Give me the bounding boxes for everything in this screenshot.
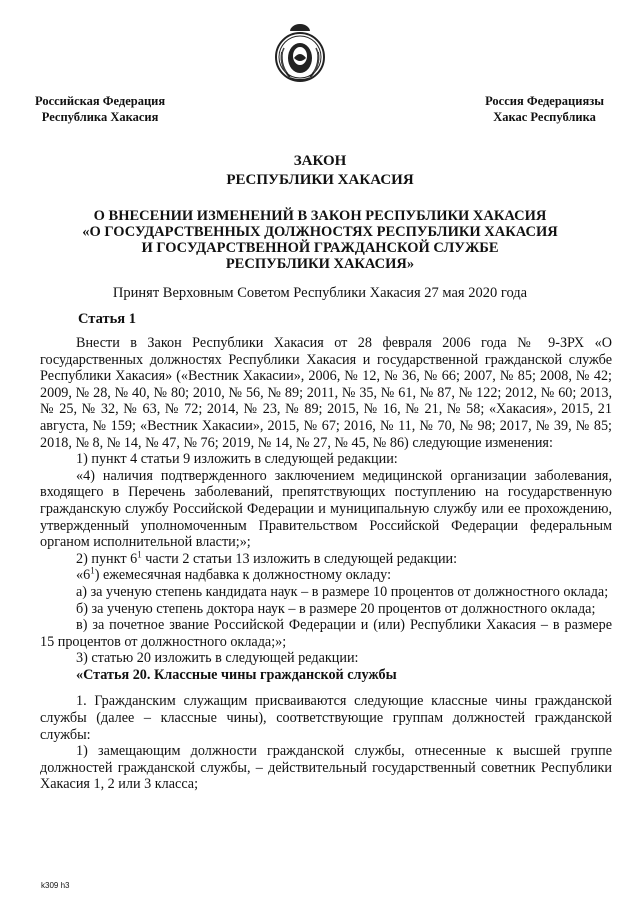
law-subtitle-line2: «О ГОСУДАРСТВЕННЫХ ДОЛЖНОСТЯХ РЕСПУБЛИКИ ХАКАСИЯ [82,224,558,240]
item-2-sup: 1 [137,548,142,559]
article-20-point-1: 1. Гражданским служащим присваиваются следующие классные чины гражданской службы (далее – классные чины), соответствующие группам должностей гражданской службы: [40,693,612,743]
document-body [40,335,612,793]
item-1-text: «4) наличия подтвержденного заключением медицинской организации заболевания, входящего в Перечень заболеваний, препятствующих поступлению на государственную гражданскую службу Российской Федерации и муниципальную службу или ее прохождению, утвержденный уполномоченным Правительством Российской Федерации федеральным органом исполнительной власти;»; [40,467,612,551]
law-subtitle [0,208,640,272]
article-1-heading: Статья 1 [78,311,136,327]
item-2-c: в) за почетное звание Российской Федерации и (или) Республики Хакасия – в размере 15 процентов от должностного оклада;»; [40,617,612,650]
adoption-note: Принят Верховным Советом Республики Хакасия 27 мая 2020 года [112,285,528,301]
item-2 [40,548,612,568]
article-20-heading [40,667,612,684]
item-2-pre: 2) пункт 6 [76,550,138,567]
law-title-line2: РЕСПУБЛИКИ ХАКАСИЯ [226,172,414,188]
item-2-b: б) за ученую степень доктора наук – в размере 20 процентов от должностного оклада; [76,600,596,617]
law-subtitle-line3: И ГОСУДАРСТВЕННОЙ ГРАЖДАНСКОЙ СЛУЖБЕ [141,240,499,256]
header-right-country: Россия Федерациязы [485,94,604,108]
item-2-quote-pre: «6 [76,567,91,584]
item-2-quote-sup: 1 [90,565,95,576]
law-title [0,152,640,190]
law-subtitle-line1: О ВНЕСЕНИИ ИЗМЕНЕНИЙ В ЗАКОН РЕСПУБЛИКИ ХАКАСИЯ [93,208,547,224]
header-right-republic: Хакас Республика [493,110,596,124]
item-2-quote [40,567,612,584]
item-1: 1) пункт 4 статьи 9 изложить в следующей редакции: [76,451,398,468]
coat-of-arms-emblem [270,22,330,84]
item-3: 3) статью 20 изложить в следующей редакции: [76,650,359,667]
footer-code: k309 h3 [41,881,70,890]
intro-paragraph: Внести в Закон Республики Хакасия от 28 февраля 2006 года № 9-ЗРХ «О государственных должностях Республики Хакасия и государственной гражданской службе Республики Хакасия» («Вестник Хакасии», 2006, № 12, № 36, № 66; 2007, № 85; 2008, № 42; 2009, № 28, № 40, № 80; 2010, № 56, № 89; 2011, № 35, № 61, № 87, № 122; 2012, № 60; 2013, № 25, № 32, № 63, № 72; 2014, № 23, № 89; 2015, № 16, № 21, № 58; «Хакасия», 2015, 21 августа, № 159; «Вестник Хакасии», 2015, № 67; 2016, № 11, № 70, № 98; 2017, № 39, № 85; 2018, № 8, № 14, № 47, № 76; 2019, № 14, № 27, № 45, № 86) следующие изменения: [40,335,612,451]
article-20-heading-text: «Статья 20. Классные чины гражданской службы [76,666,397,683]
law-title-line1: ЗАКОН [293,153,347,169]
header-left-republic: Республика Хакасия [41,110,159,124]
header-right [485,93,604,125]
article-20-point-1-1: 1) замещающим должности гражданской службы, отнесенные к высшей группе должностей гражданской службы, – действительный государственный советник Республики Хакасия 1, 2 или 3 класса; [40,743,612,793]
header-left [35,93,165,125]
law-subtitle-line4: РЕСПУБЛИКИ ХАКАСИЯ» [225,256,415,272]
item-2-post: части 2 статьи 13 изложить в следующей редакции: [141,550,458,567]
header-left-country: Российская Федерация [35,94,166,108]
item-2-quote-post: ) ежемесячная надбавка к должностному окладу: [94,567,392,584]
item-2-a: а) за ученую степень кандидата наук – в размере 10 процентов от должностного оклада; [76,583,609,600]
